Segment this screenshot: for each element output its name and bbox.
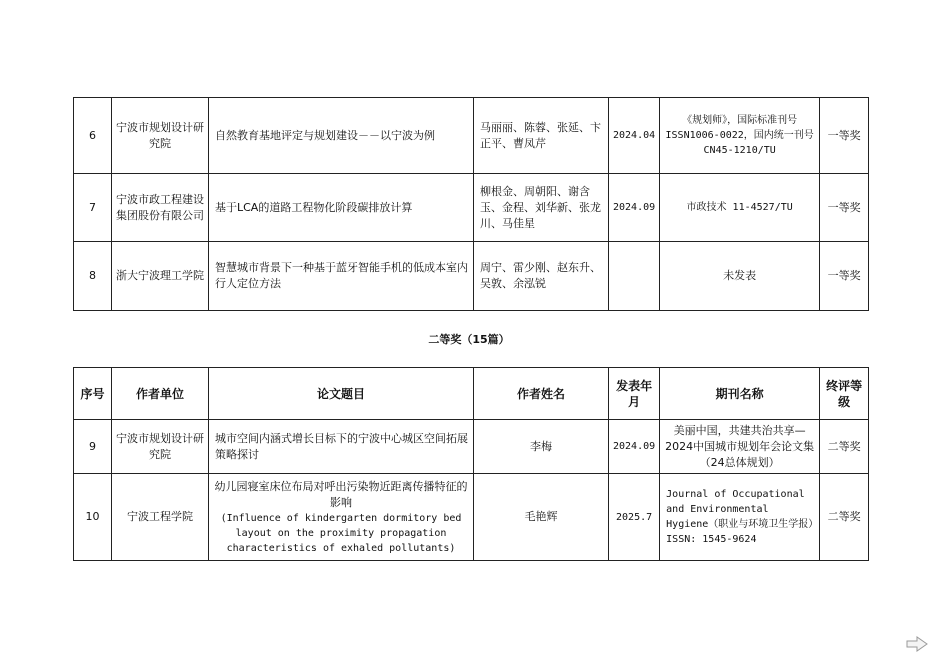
- award-level: 二等奖: [820, 474, 869, 561]
- next-page-arrow-icon[interactable]: [906, 636, 928, 652]
- author-names: 柳根金、周朝阳、谢含玉、金程、刘华新、张龙川、马佳星: [474, 174, 609, 242]
- author-unit: 宁波工程学院: [112, 474, 209, 561]
- header-award: 终评等级: [820, 368, 869, 420]
- publish-date: 2024.09: [609, 174, 660, 242]
- paper-title: 自然教育基地评定与规划建设－－以宁波为例: [209, 98, 474, 174]
- award-level: 二等奖: [820, 420, 869, 474]
- publish-date: 2024.09: [609, 420, 660, 474]
- award-level: 一等奖: [820, 174, 869, 242]
- publish-date: 2024.04: [609, 98, 660, 174]
- table-row: [74, 474, 869, 561]
- author-names: 李梅: [474, 420, 609, 474]
- header-date: 发表年月: [609, 368, 660, 420]
- table-row: [74, 174, 869, 242]
- table-row: [74, 242, 869, 311]
- author-unit: 宁波市规划设计研究院: [112, 98, 209, 174]
- paper-title: 智慧城市背景下一种基于蓝牙智能手机的低成本室内行人定位方法: [209, 242, 474, 311]
- paper-title: 城市空间内涵式增长目标下的宁波中心城区空间拓展策略探讨: [209, 420, 474, 474]
- section-title-second-prize: 二等奖（15篇）: [428, 333, 510, 346]
- journal-name: Journal of Occupational and Environmental Hygiene（职业与环境卫生学报）ISSN: 1545-9624: [660, 474, 820, 561]
- row-number: 7: [74, 174, 112, 242]
- author-names: 马丽丽、陈蓉、张延、卞正平、曹凤芹: [474, 98, 609, 174]
- award-table-first-prize: [73, 97, 869, 311]
- row-number: 8: [74, 242, 112, 311]
- header-title: 论文题目: [209, 368, 474, 420]
- publish-date: 2025.7: [609, 474, 660, 561]
- table-row: [74, 420, 869, 474]
- award-level: 一等奖: [820, 242, 869, 311]
- header-authors: 作者姓名: [474, 368, 609, 420]
- award-level: 一等奖: [820, 98, 869, 174]
- author-unit: 浙大宁波理工学院: [112, 242, 209, 311]
- journal-name: 未发表: [660, 242, 820, 311]
- header-number: 序号: [74, 368, 112, 420]
- table-row: [74, 98, 869, 174]
- paper-title-cell: [209, 474, 474, 561]
- paper-title-english: (Influence of kindergarten dormitory bed layout on the proximity propagation characteristics of exhaled pollutants): [220, 512, 462, 554]
- author-names: 周宁、雷少刚、赵东升、吴敦、余泓锐: [474, 242, 609, 311]
- paper-title: 幼儿园寝室床位布局对呼出污染物近距离传播特征的影响: [214, 479, 468, 509]
- publish-date: [609, 242, 660, 311]
- journal-name: 美丽中国，共建共治共享—2024中国城市规划年会论文集（24总体规划）: [660, 420, 820, 474]
- journal-name: 市政技术 11-4527/TU: [660, 174, 820, 242]
- row-number: 9: [74, 420, 112, 474]
- author-unit: 宁波市规划设计研究院: [112, 420, 209, 474]
- header-unit: 作者单位: [112, 368, 209, 420]
- table-header-row: [74, 368, 869, 420]
- author-names: 毛艳辉: [474, 474, 609, 561]
- paper-title: 基于LCA的道路工程物化阶段碳排放计算: [209, 174, 474, 242]
- journal-name: 《规划师》，国际标准刊号ISSN1006-0022，国内统一刊号CN45-1210/TU: [660, 98, 820, 174]
- row-number: 10: [74, 474, 112, 561]
- award-table-second-prize: [73, 367, 869, 561]
- author-unit: 宁波市政工程建设集团股份有限公司: [112, 174, 209, 242]
- header-journal: 期刊名称: [660, 368, 820, 420]
- row-number: 6: [74, 98, 112, 174]
